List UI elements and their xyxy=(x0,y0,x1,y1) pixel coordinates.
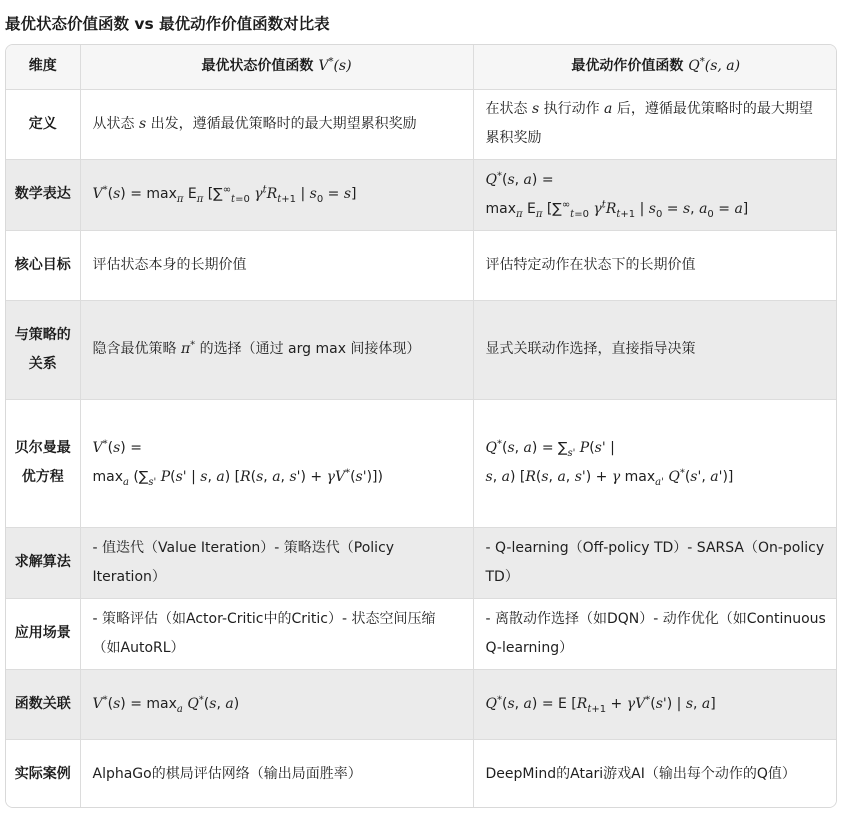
row-dim: 应用场景 xyxy=(6,598,80,669)
row-dim: 求解算法 xyxy=(6,527,80,598)
row-q-cell: - 离散动作选择（如DQN）- 动作优化（如Continuous Q-learning） xyxy=(473,598,837,669)
row-v-cell: V*(s) = $\max_a (\sum_{s'}$ P(s' | s, a) [R(s, a, s') + γV*(s')]) xyxy=(80,399,473,527)
header-v-math: V*(s) xyxy=(318,56,352,75)
row-dim: 函数关联 xyxy=(6,669,80,739)
row-dim: 数学表达 xyxy=(6,159,80,230)
row-v-cell: $V^*(s) = \max_\pi E_\pi$ [$\sum^\infty_{t=0}$ $\gamma^tR_{t+1}$ | $s_0 = s$] xyxy=(80,159,473,230)
row-q-cell: - Q-learning（Off-policy TD）- SARSA（On-policy TD） xyxy=(473,527,837,598)
row-q-cell: Q*(s, a) = $\max_\pi E_\pi$ [$\sum^\infty_{t=0}$ $\gamma^tR_{t+1}$ | $s_0 = s$, $a_0 = a$] xyxy=(473,159,837,230)
row-dim: 定义 xyxy=(6,89,80,159)
header-q-math: Q*(s, a) xyxy=(688,56,741,75)
table-row xyxy=(6,669,837,739)
table-row xyxy=(6,300,837,399)
row-q-cell: 在状态 s 执行动作 a 后，遵循最优策略时的最大期望累积奖励 xyxy=(473,89,837,159)
row-dim: 与策略的关系 xyxy=(6,300,80,399)
row-dim: 贝尔曼最优方程 xyxy=(6,399,80,527)
row-dim: 实际案例 xyxy=(6,739,80,808)
row-q-cell: Q*(s, a) = E [$R_{t+1} + \gamma V^*(s')$ | s, a] xyxy=(473,669,837,739)
table-row xyxy=(6,739,837,808)
row-dim: 核心目标 xyxy=(6,230,80,300)
row-q-cell: 评估特定动作在状态下的长期价值 xyxy=(473,230,837,300)
table-row xyxy=(6,399,837,527)
row-q-cell: DeepMind的Atari游戏AI（输出每个动作的Q值） xyxy=(473,739,837,808)
row-v-cell: 评估状态本身的长期价值 xyxy=(80,230,473,300)
header-q xyxy=(473,45,837,89)
row-q-cell: Q*(s, $a) = \sum_{s'}$ P(s' | s, a) [R(s, a, s') + γ $\max_{a'} Q^*(s'$, a')] xyxy=(473,399,837,527)
table-header-row xyxy=(6,45,837,89)
header-dim: 维度 xyxy=(6,45,80,89)
table-row xyxy=(6,527,837,598)
row-v-cell: $V^*(s) = \max_a Q^*(s$, a) xyxy=(80,669,473,739)
row-v-cell: - 值迭代（Value Iteration）- 策略迭代（Policy Iteration） xyxy=(80,527,473,598)
row-v-cell: 隐含最优策略 π* 的选择（通过 arg max 间接体现） xyxy=(80,300,473,399)
header-v-label: 最优状态价值函数 xyxy=(201,58,319,75)
table-row xyxy=(6,89,837,159)
header-v xyxy=(80,45,473,89)
header-q-label: 最优动作价值函数 xyxy=(571,58,689,75)
table-row xyxy=(6,230,837,300)
row-v-cell: AlphaGo的棋局评估网络（输出局面胜率） xyxy=(80,739,473,808)
page-title: 最优状态价值函数 vs 最优动作价值函数对比表 xyxy=(5,15,330,33)
comparison-table xyxy=(5,44,837,808)
row-v-cell: - 策略评估（如Actor-Critic中的Critic）- 状态空间压缩（如AutoRL） xyxy=(80,598,473,669)
table-row xyxy=(6,159,837,230)
table-row xyxy=(6,598,837,669)
row-v-cell: 从状态 s 出发，遵循最优策略时的最大期望累积奖励 xyxy=(80,89,473,159)
row-q-cell: 显式关联动作选择，直接指导决策 xyxy=(473,300,837,399)
